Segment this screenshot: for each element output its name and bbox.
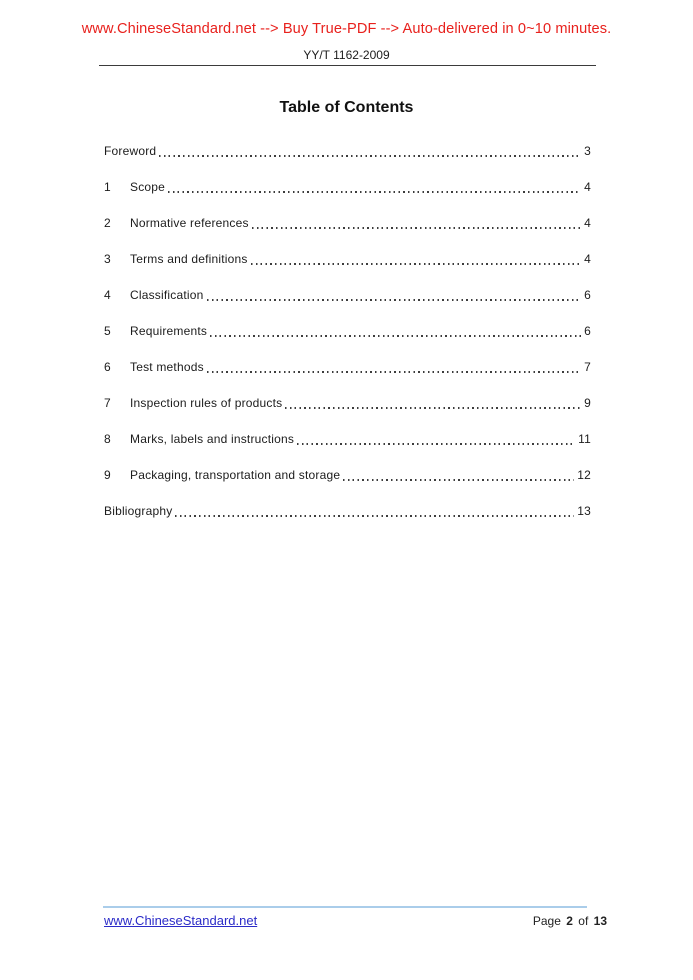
toc-entry-number: 4 <box>104 288 111 302</box>
toc-entry-number: 2 <box>104 216 111 230</box>
toc-entry-page: 9 <box>584 396 591 410</box>
toc-entry[interactable] <box>104 180 591 195</box>
toc-entry-label: Bibliography <box>104 504 173 518</box>
toc-entry[interactable] <box>104 504 591 519</box>
toc-entry-label: Normative references <box>130 216 249 230</box>
toc-entry-number: 5 <box>104 324 111 338</box>
toc-entry-page: 11 <box>578 432 591 446</box>
toc-entry-label: Terms and definitions <box>130 252 248 266</box>
toc-entry[interactable] <box>104 396 591 411</box>
toc-leader-dots <box>252 227 581 229</box>
toc-title: Table of Contents <box>279 99 414 116</box>
toc-entry-page: 4 <box>584 180 591 194</box>
toc-entry-label: Marks, labels and instructions <box>130 432 295 446</box>
toc-leader-dots <box>207 371 581 373</box>
toc-leader-dots <box>251 263 582 265</box>
toc-entry-label: Inspection rules of products <box>130 396 283 410</box>
toc-entry-number: 7 <box>104 396 111 410</box>
toc-entry-page: 6 <box>584 288 591 302</box>
footer <box>104 913 607 928</box>
standard-number: YY/T 1162-2009 <box>303 48 390 62</box>
toc-entry-label: Test methods <box>130 360 204 374</box>
footer-rule <box>103 906 587 908</box>
toc-entry-number: 3 <box>104 252 111 266</box>
toc-entry-page: 13 <box>577 504 591 518</box>
toc-leader-dots <box>297 443 575 445</box>
page-indicator-prefix: Page <box>532 914 561 928</box>
toc-entry-number: 8 <box>104 432 111 446</box>
toc-entry-number: 6 <box>104 360 111 374</box>
toc-entry-page: 3 <box>584 144 591 158</box>
toc-entry-page: 6 <box>584 324 591 338</box>
toc-entry-page: 7 <box>584 360 591 374</box>
toc-entry-number: 9 <box>104 468 111 482</box>
toc-entry-label: Requirements <box>130 324 208 338</box>
toc-entry-number: 1 <box>104 180 111 194</box>
toc-leader-dots <box>207 299 582 301</box>
toc-entry-label: Packaging, transportation and storage <box>130 468 341 482</box>
page-indicator-current: 2 <box>566 914 573 928</box>
toc-entry[interactable] <box>104 468 591 483</box>
toc-list <box>104 144 591 540</box>
toc-leader-dots <box>168 191 581 193</box>
toc-entry[interactable] <box>104 324 591 339</box>
footer-link[interactable]: www.ChineseStandard.net <box>104 913 258 928</box>
toc-leader-dots <box>210 335 581 337</box>
toc-entry[interactable] <box>104 252 591 267</box>
toc-entry-page: 12 <box>577 468 591 482</box>
toc-leader-dots <box>175 515 574 517</box>
page-indicator-connector: of <box>578 914 589 928</box>
toc-leader-dots <box>285 407 581 409</box>
toc-entry-page: 4 <box>584 252 591 266</box>
toc-entry[interactable] <box>104 144 591 159</box>
toc-entry[interactable] <box>104 288 591 303</box>
toc-entry-label: Classification <box>130 288 204 302</box>
toc-entry[interactable] <box>104 360 591 375</box>
promo-banner: www.ChineseStandard.net --> Buy True-PDF --> Auto-delivered in 0~10 minutes. <box>81 21 612 37</box>
page-indicator <box>533 914 607 928</box>
toc-entry-label: Scope <box>130 180 166 194</box>
header-rule <box>99 65 596 66</box>
page-indicator-total: 13 <box>593 914 607 928</box>
toc-leader-dots <box>159 155 581 157</box>
toc-leader-dots <box>343 479 574 481</box>
toc-entry-page: 4 <box>584 216 591 230</box>
toc-entry[interactable] <box>104 216 591 231</box>
toc-entry-label: Foreword <box>104 144 157 158</box>
toc-entry[interactable] <box>104 432 591 447</box>
